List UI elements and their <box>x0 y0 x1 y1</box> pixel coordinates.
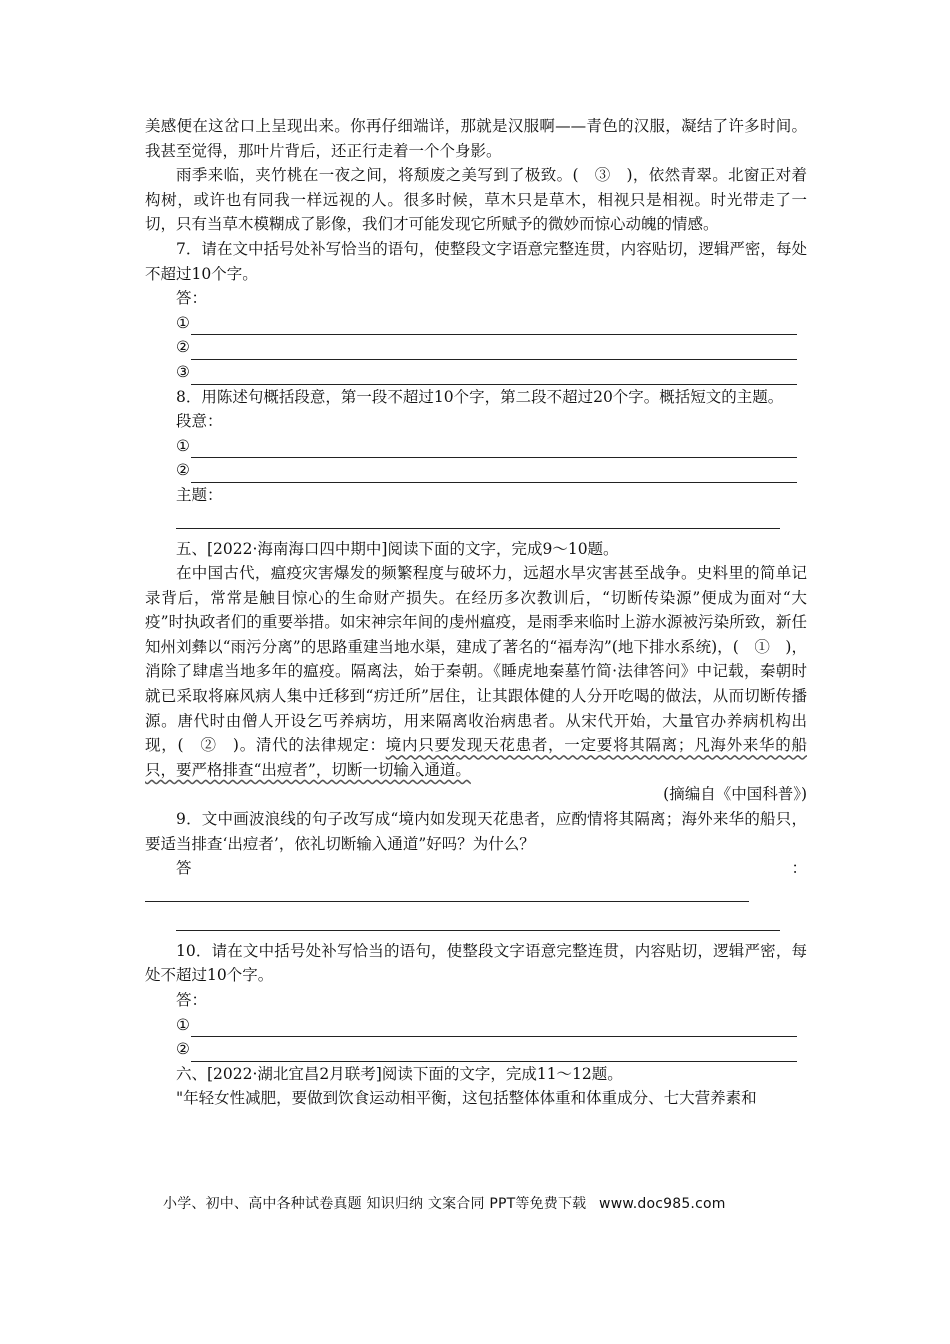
question-10: 10．请在文中括号处补写恰当的语句，使整段文字语意完整连贯，内容贴切，逻辑严密，每处不超过10个字。 <box>145 941 807 985</box>
wavy-sentence: 境内只要发现天花患者，一定要将其隔离；凡海外来华的船只，要严格排查“出痘者”，切断一切输入通道。 <box>145 736 807 779</box>
q8-duanyi-label: 段意： <box>176 412 223 431</box>
passage-source: (摘编自《中国科普》) <box>663 785 807 804</box>
paragraph-top-1: 美感便在这岔口上呈现出来。你再仔细端详，那就是汉服啊——青色的汉服，凝结了许多时间。我甚至觉得，那叶片背后，还正行走着一个个身影。 <box>145 117 807 160</box>
q10-answer-label: 答： <box>176 991 208 1009</box>
question-8: 8．用陈述句概括段意，第一段不超过10个字，第二段不超过20个字。概括短文的主题。 <box>176 387 784 406</box>
footer-text: 小学、初中、高中各种试卷真题 知识归纳 文案合同 PPT等免费下载 <box>163 1196 587 1212</box>
q8-zhuti-label: 主题： <box>176 485 223 504</box>
q9-blank-2[interactable] <box>176 910 780 931</box>
section-6-heading: 六、[2022·湖北宜昌2月联考]阅读下面的文字，完成11～12题。 <box>176 1064 623 1083</box>
q7-answer-label: 答： <box>176 289 208 308</box>
q7-blank-2[interactable]: ② <box>145 335 807 360</box>
q8-blank-2[interactable]: ② <box>145 458 807 483</box>
question-9: 9．文中画波浪线的句子改写成“境内如发现天花患者，应酌情将其隔离；海外来华的船只，要适当排查‘出痘者’，依礼切断输入通道”好吗？为什么？ <box>145 810 807 853</box>
q10-blank-2[interactable]: ② <box>145 1037 807 1062</box>
page-footer <box>163 1193 726 1213</box>
section-6-passage: "年轻女性减肥，要做到饮食运动相平衡，这包括整体体重和体重成分、七大营养素和 <box>176 1089 757 1108</box>
page-content <box>145 114 807 1111</box>
q8-blank-1[interactable]: ① <box>145 434 807 459</box>
question-7: 7．请在文中括号处补写恰当的语句，使整段文字语意完整连贯，内容贴切，逻辑严密，每处不超过10个字。 <box>145 239 807 283</box>
q9-answer-row: 答 ： <box>176 859 807 878</box>
section-5-passage: 在中国古代，瘟疫灾害爆发的频繁程度与破坏力，远超水旱灾害甚至战争。史料里的简单记录背后，常常是触目惊心的生命财产损失。在经历多次教训后，“切断传染源”便成为面对“大疫”时执政者们的重要举措。如宋神宗年间的虔州瘟疫，是雨季来临时上游水源被污染所致，新任知州刘彝以“雨污分离”的思路重建当地水渠，建成了著名的“福寿沟”(地下排水系统)，( ① )，消除了肆虐当地多年的瘟疫。隔离法，始于秦朝。《睡虎地秦墓竹简·法律答问》中记载，秦朝时就已采取将麻风病人集中迁移到“疠迁所”居住，让其跟体健的人分开吃喝的做法，从而切断传播源。唐代时由僧人开设乞丐养病坊，用来隔离收治病患者。从宋代开始，大量官办养病机构出现，( ② )。清代的法律规定：境内只要发现天花患者，一定要将其隔离；凡海外来华的船只，要严格排查“出痘者”，切断一切输入通道。 <box>145 564 807 779</box>
q10-blank-1[interactable]: ① <box>145 1013 807 1038</box>
q8-zhuti-blank[interactable] <box>176 508 780 529</box>
section-5-heading: 五、[2022·海南海口四中期中]阅读下面的文字，完成9～10题。 <box>176 539 619 558</box>
footer-site-link[interactable]: www.doc985.com <box>599 1196 726 1212</box>
paragraph-top-2: 雨季来临，夹竹桃在一夜之间，将颓废之美写到了极致。( ③ )，依然青翠。北窗正对着构树，或许也有同我一样远视的人。很多时候，草木只是草木，相视只是相视。时光带走了一切，只有当草木模糊成了影像，我们才可能发现它所赋予的微妙而惊心动魄的情感。 <box>145 166 807 234</box>
q7-blank-1[interactable]: ① <box>145 311 807 336</box>
q7-blank-3[interactable]: ③ <box>145 360 807 385</box>
q9-blank-1[interactable] <box>145 881 749 902</box>
